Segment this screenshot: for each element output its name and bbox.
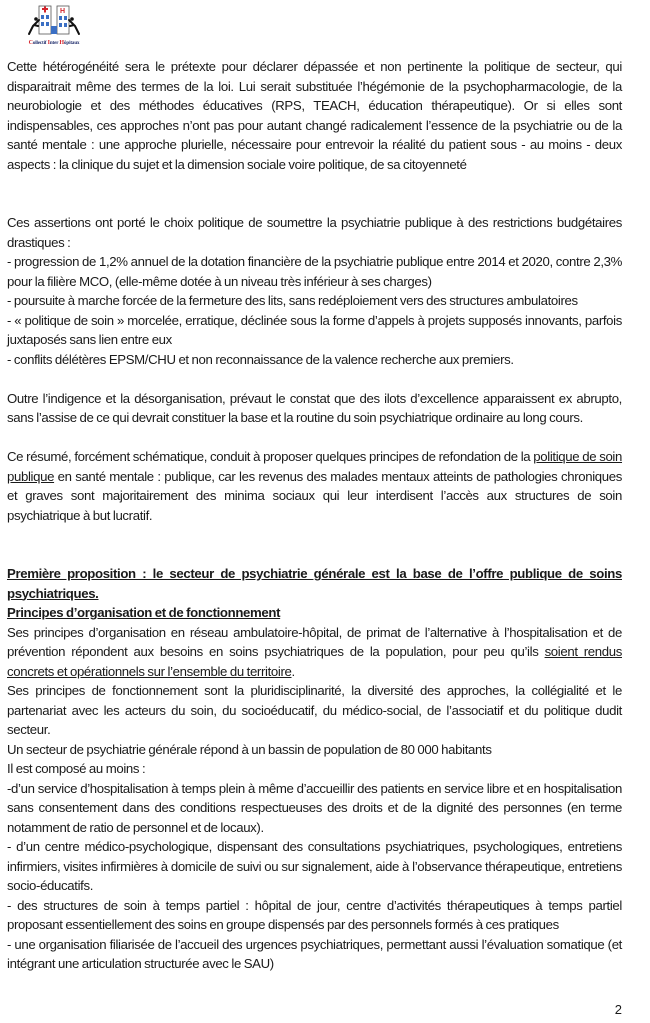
section-title: Première proposition : le secteur de psychiatrie générale est la base de l’offre publique de soins psychiatriques. — [7, 566, 622, 601]
list-item-composition-1: -d’un service d’hospitalisation à temps plein à même d’accueillir des patients en service libre et en hospitalisation sans consentement dans des conditions respectueuses des droits et de la dignité des personnes (en terme notamment de ratio de personnel et de locaux). — [7, 780, 622, 835]
paragraph-fonctionnement: Ses principes de fonctionnement sont la pluridisciplinarité, la diversité des approches, la collégialité et le partenariat avec les acteurs du soin, du socioéducatif, du médico-social, de l’associatif et du politique dudit secteur. — [7, 683, 622, 737]
paragraph-population: Un secteur de psychiatrie générale répond à un bassin de population de 80 000 habitants — [7, 741, 492, 757]
document-body — [7, 57, 622, 974]
subsection-title: Principes d’organisation et de fonctionnement — [7, 605, 281, 620]
svg-text:H: H — [60, 8, 66, 15]
logo-caption: Collectif Inter Hôpitaux — [28, 40, 80, 46]
collectif-inter-hopitaux-logo — [25, 4, 83, 48]
list-item-composition-3: - des structures de soin à temps partiel : hôpital de jour, centre d’activités thérapeutiques à temps partiel proposant essentiellement des soins en groupe dispensés par des personnels formés à ces pratiques — [7, 897, 622, 932]
list-item-budget-3: - « politique de soin » morcelée, erratique, déclinée sous la forme d’appels à projets supposés innovants, parfois juxtaposés sans lien entre eux — [7, 312, 622, 347]
hospital-buildings-logo-icon — [25, 4, 83, 40]
list-item-budget-4: - conflits délétères EPSM/CHU et non reconnaissance de la valence recherche aux premiers. — [7, 351, 514, 367]
list-item-composition-2: - d’un centre médico-psychologique, dispensant des consultations psychiatriques, psychologiques, entretiens infirmiers, visites infirmières à domicile de suivi ou sur signalement, aide à l’observance thérapeutique, entretiens socio-éducatifs. — [7, 839, 622, 893]
underlined-phrase: soient rendus concrets et opérationnels sur l’ensemble du territoire — [7, 644, 622, 679]
list-item-composition-4: - une organisation filiarisée de l’accueil des urgences psychiatriques, permettant aussi l’évaluation somatique (et intégrant une articulation structurée avec le SAU) — [7, 936, 622, 971]
page-number: 2 — [614, 1002, 622, 1017]
underlined-phrase: politique de soin publique — [7, 449, 623, 484]
paragraph-composition-intro: Il est composé au moins : — [7, 761, 146, 776]
paragraph-heterogeneity: Cette hétérogénéité sera le prétexte pour déclarer dépassée et non pertinente la politique de secteur, qui disparaitrait même des termes de la loi. Lui serait substituée l’hégémonie de la psychopharmacologie, de la neurobiologie et des méthodes éducatives (RPS, TEACH, éducation thérapeutique). Or si elles sont indispensables, ces approches n’ont pas pour autant changé radicalement l’essence de la psychiatrie ou de la santé mentale : une approche plurielle, nécessaire pour entrevoir la réalité du patient sous - au moins - deux aspects : la clinique du sujet et la dimension sociale voire politique, de sa citoyenneté — [7, 59, 622, 172]
paragraph-summary: Ce résumé, forcément schématique, conduit à proposer quelques principes de refondation de la politique de soin publique en santé mentale : publique, car les revenus des malades mentaux atteints de pathologies chroniques et graves sont majoritairement des minima sociaux qui leur interdisent l’accès aux structures de soin psychiatrique à but lucratif. — [7, 449, 623, 523]
paragraph-organisation: Ses principes d’organisation en réseau ambulatoire-hôpital, de primat de l’alternative à l’hospitalisation et de prévention répondent aux besoins en soins psychiatriques de la population, pour peu qu’ils soient rendus concrets et opérationnels sur l’ensemble du territoire. — [7, 624, 622, 679]
paragraph-indigence: Outre l’indigence et la désorganisation, prévaut le constat que des ilots d’excellence apparaissent ex abrupto, sans l’assise de ce qui devrait constituer la base et la routine du soin psychiatrique ordinaire au long cours. — [7, 390, 622, 425]
list-item-budget-2: - poursuite à marche forcée de la fermeture des lits, sans redéploiement vers des structures ambulatoires — [7, 293, 578, 308]
list-item-budget-1: - progression de 1,2% annuel de la dotation financière de la psychiatrie publique entre 2014 et 2020, contre 2,3% pour la filière MCO, (elle-même dotée à un niveau très inférieur à ses charges) — [7, 254, 622, 289]
paragraph-budget-intro: Ces assertions ont porté le choix politique de soumettre la psychiatrie publique à des restrictions budgétaires drastiques : — [7, 215, 622, 250]
